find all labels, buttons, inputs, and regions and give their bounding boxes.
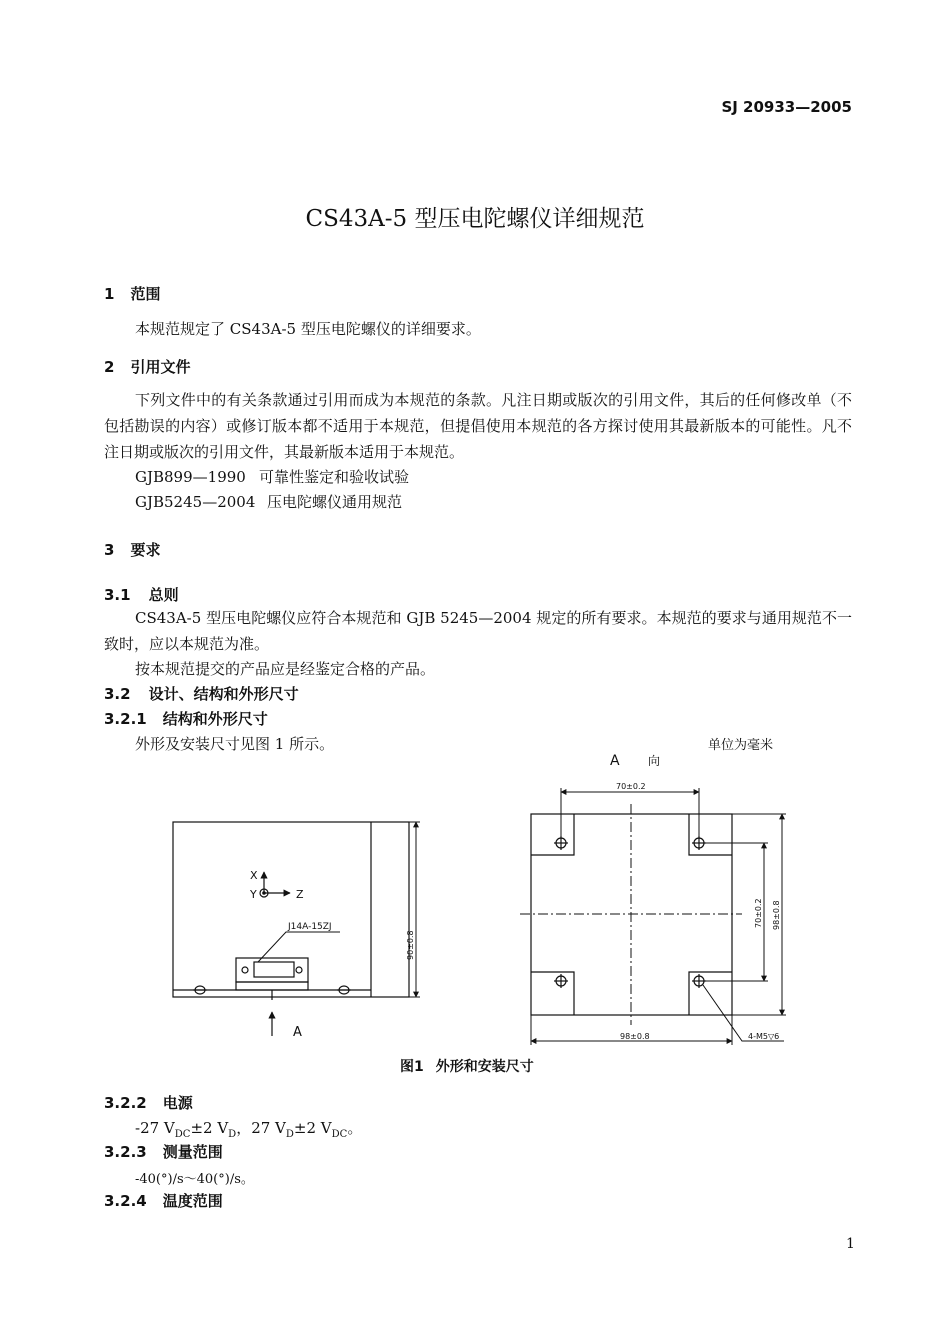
section-3-2-4-heading [104,1190,223,1211]
figure-number: 图1 [400,1059,424,1075]
screw-icon [337,986,351,994]
axes-icon [260,872,290,897]
section-3-2-2-heading [104,1092,193,1113]
reference-title: 压电陀螺仪通用规范 [267,493,403,511]
measurement-range: -40(°)/s～40(°)/s。 [135,1172,254,1187]
section-title: 结构和外形尺寸 [162,710,268,728]
screw-icon [193,986,207,994]
section-title: 电源 [162,1094,193,1112]
figure-1-drawing [160,745,800,1055]
reference-item [135,466,409,487]
document-title: CS43A-5 型压电陀螺仪详细规范 [305,206,645,232]
corner-notch [689,814,732,855]
voltage-value: 27 V [251,1119,286,1137]
side-view-outline [173,822,409,997]
power-spec [135,1117,362,1140]
figure-title: 外形和安装尺寸 [435,1059,534,1075]
height-dimension-label: 90±0.8 [406,930,415,960]
mounting-hole-icon [692,836,706,850]
section-1-body: 本规范规定了 CS43A-5 型压电陀螺仪的详细要求。 [135,320,481,338]
section-number: 3.2.2 [104,1094,147,1112]
section-title: 要求 [130,541,161,559]
vertical-span-label: 70±0.2 [754,898,763,928]
section-title: 设计、结构和外形尺寸 [148,685,299,703]
voltage-subscript: D [285,1129,294,1140]
section-1-heading [104,283,160,304]
width-dimension-label: 98±0.8 [620,1032,650,1041]
section-number: 3.2.4 [104,1192,147,1210]
section-3-2-1-heading [104,708,268,729]
view-a-label: A [610,753,620,769]
figure-caption [400,1056,534,1076]
section-number: 3.2.3 [104,1143,147,1161]
section-title: 范围 [130,285,161,303]
section-number: 3 [104,541,115,559]
section-number: 3.1 [104,586,131,604]
section-title: 总则 [148,586,179,604]
page-number: 1 [846,1236,855,1252]
reference-title: 可靠性鉴定和验收试验 [259,468,410,486]
axis-z-label: Z [296,888,304,901]
voltage-value: -27 V [135,1119,175,1137]
voltage-subscript: DC [174,1129,191,1140]
mounting-hole-icon [554,974,568,988]
axis-x-label: X [250,869,258,882]
axis-y-label: Y [250,888,257,901]
separator: ， [236,1119,252,1137]
section-2-body: 下列文件中的有关条款通过引用而成为本规范的条款。凡注日期或版次的引用文件，其后的任何修改单（不包括勘误的内容）或修订版本都不适用于本规范，但提倡使用本规范的各方探讨使用其最新版本的可能性。凡不注日期或版次的引用文件，其最新版本适用于本规范。 [104,391,852,461]
section-3-1-body-2: 按本规范提交的产品应是经鉴定合格的产品。 [135,660,436,678]
section-3-2-1-body: 外形及安装尺寸见图 1 所示。 [135,735,335,753]
section-3-1-body: CS43A-5 型压电陀螺仪应符合本规范和 GJB 5245—2004 规定的所有要求。本规范的要求与通用规范不一致时，应以本规范为准。 [104,609,852,653]
section-number: 3.2.1 [104,710,147,728]
view-mark-label: A [293,1025,302,1040]
section-title: 测量范围 [162,1143,223,1161]
reference-code: GJB899—1990 [135,468,246,486]
voltage-subscript: D [228,1129,237,1140]
connector-icon [236,958,308,1000]
section-3-2-heading [104,683,299,704]
view-direction-text: 向 [648,754,661,768]
hole-span-label: 70±0.2 [616,782,646,791]
voltage-tolerance: ±2 V [293,1119,332,1137]
top-view [520,788,786,1045]
corner-notch [689,972,732,1015]
reference-item [135,491,402,512]
section-title: 引用文件 [130,358,191,376]
section-3-2-3-heading [104,1141,223,1162]
voltage-subscript: DC [331,1129,348,1140]
standard-number: SJ 20933—2005 [721,98,852,116]
height-dimension [409,822,420,997]
corner-notch [531,814,574,855]
section-number: 1 [104,285,115,303]
reference-code: GJB5245—2004 [135,493,256,511]
vertical-total-label: 98±0.8 [772,900,781,930]
section-2-heading [104,356,190,377]
hole-span-dimension [561,788,699,838]
section-title: 温度范围 [162,1192,223,1210]
holes-callout-label: 4-M5▽6 [748,1032,780,1041]
mounting-hole-icon [554,836,568,850]
unit-note: 单位为毫米 [708,738,774,753]
section-3-1-heading [104,584,179,605]
section-3-heading [104,539,160,560]
section-number: 3.2 [104,685,131,703]
section-number: 2 [104,358,115,376]
period: 。 [347,1119,363,1137]
connector-label: J14A-15ZJ [288,922,332,932]
corner-notch [531,972,574,1015]
voltage-tolerance: ±2 V [190,1119,229,1137]
